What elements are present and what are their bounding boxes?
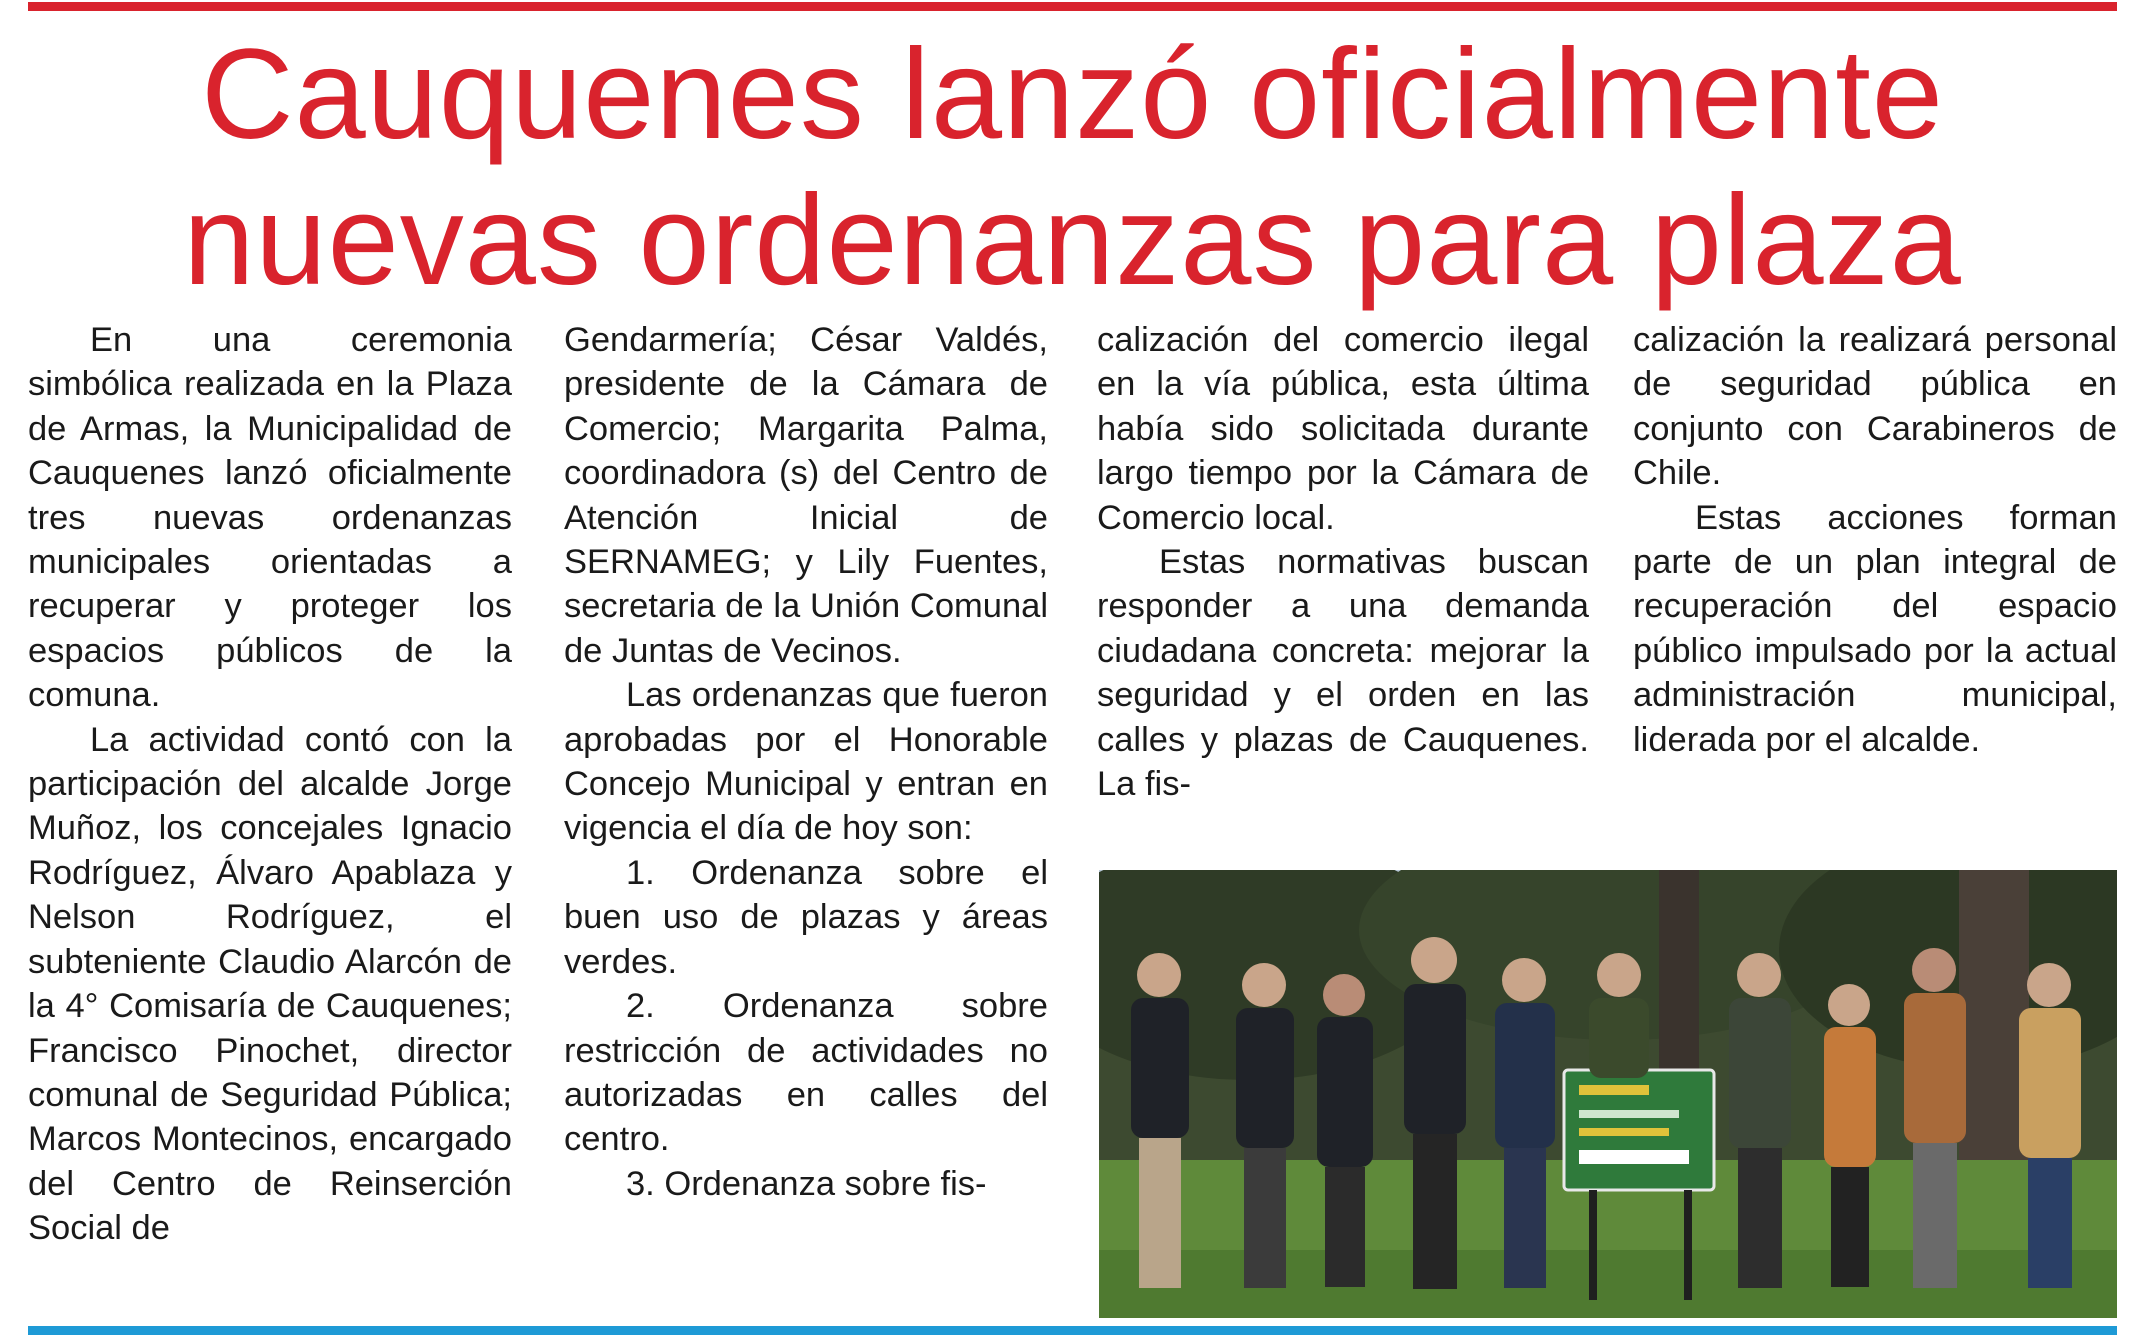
headline-line-1: Cauquenes lanzó oficialmente: [201, 23, 1944, 166]
paragraph: calización la realizará personal de seguridad pública en conjunto con Carabineros de Chile.: [1633, 321, 2117, 493]
article-column-2: [564, 318, 1048, 1206]
paragraph: Estas acciones forman parte de un plan integral de recuperación del espacio público impulsado por la actual administración municipal, liderada por el alcalde.: [1633, 498, 2117, 759]
group-photo-illustration: [1099, 870, 2117, 1318]
list-item: 3. Ordenanza sobre fis-: [626, 1164, 987, 1203]
paragraph: calización del comercio ilegal en la vía pública, esta última había sido solicitada durante largo tiempo por la Cámara de Comercio local.: [1097, 321, 1589, 537]
list-item: 1. Ordenanza sobre el buen uso de plazas y áreas verdes.: [564, 853, 1048, 981]
headline-line-2: nuevas ordenanzas para plaza: [183, 169, 1962, 312]
top-rule: [28, 2, 2117, 11]
headline: [28, 22, 2117, 314]
article-column-1: [28, 318, 512, 1251]
paragraph: En una ceremonia simbólica realizada en la Plaza de Armas, la Municipalidad de Cauquenes lanzó oficialmente tres nuevas ordenanzas municipales orientadas a recuperar y proteger los espacios públicos de la comuna.: [28, 321, 512, 715]
paragraph: Gendarmería; César Valdés, presidente de la Cámara de Comercio; Margarita Palma, coordinadora (s) del Centro de Atención Inicial de SERNAMEG; y Lily Fuentes, secretaria de la Unión Comunal de Juntas de Vecinos.: [564, 321, 1048, 670]
paragraph: La actividad contó con la participación del alcalde Jorge Muñoz, los concejales Ignacio Rodríguez, Álvaro Apablaza y Nelson Rodríguez, el subteniente Claudio Alarcón de la 4° Comisaría de Cauquenes; Francisco Pinochet, director comunal de Seguridad Pública; Marcos Montecinos, encargado del Centro de Reinserción Social de: [28, 720, 512, 1248]
paragraph: Las ordenanzas que fueron aprobadas por el Honorable Concejo Municipal y entran en vigencia el día de hoy son:: [564, 676, 1048, 848]
paragraph: Estas normativas buscan responder a una demanda ciudadana concreta: mejorar la seguridad y el orden en las calles y plazas de Cauquenes. La fis-: [1097, 543, 1589, 804]
bottom-rule: [28, 1326, 2117, 1335]
article-column-4: [1633, 318, 2117, 762]
article-photo: [1099, 870, 2117, 1318]
article-column-3: [1097, 318, 1589, 806]
list-item: 2. Ordenanza sobre restricción de actividades no autorizadas en calles del centro.: [564, 987, 1048, 1159]
